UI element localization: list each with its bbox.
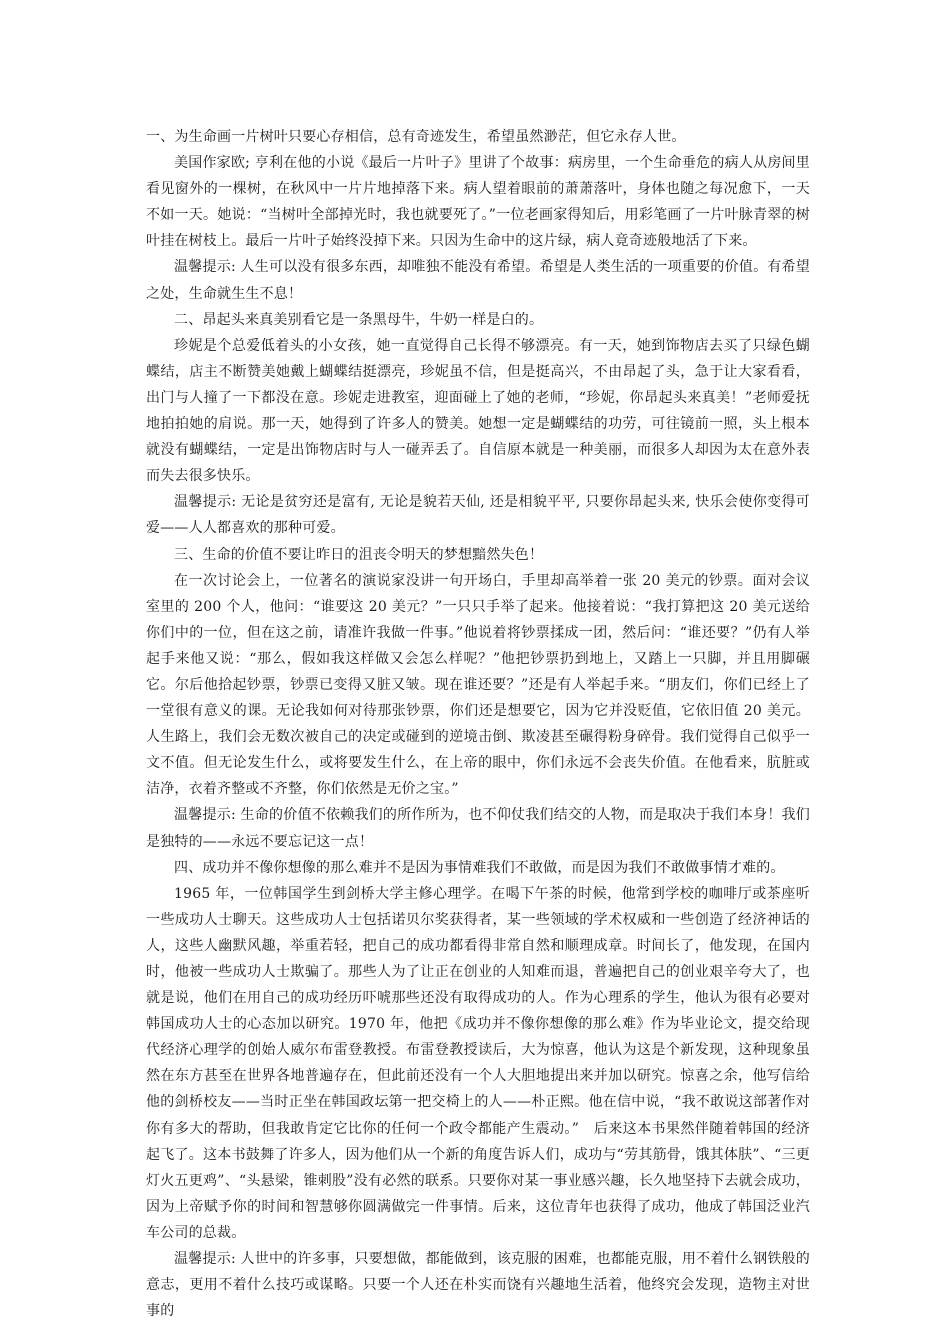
tip-paragraph-4: 温馨提示: 人世中的许多事，只要想做，都能做到，该克服的困难，也都能克服，用不着什么钢铁般的意志，更用不着什么技巧或谋略。只要一个人还在朴实而饶有兴趣地生活着，他终究会发现，造物主对世事的 (146, 1251, 810, 1320)
story-paragraph-2: 珍妮是个总爱低着头的小女孩，她一直觉得自己长得不够漂亮。有一天，她到饰物店去买了只绿色蝴蝶结，店主不断赞美她戴上蝴蝶结挺漂亮，珍妮虽不信，但是挺高兴，不由昂起了头，急于让大家看看，出门与人撞了一下都没在意。珍妮走进教室，迎面碰上了她的老师，“珍妮，你昂起头来真美！”老师爱抚地拍拍她的肩说。那一天，她得到了许多人的赞美。她想一定是蝴蝶结的功劳，可往镜前一照，头上根本就没有蝴蝶结，一定是出饰物店时与人一碰弄丢了。自信原本就是一种美丽，而很多人却因为太在意外表而失去很多快乐。 (146, 337, 810, 485)
tip-paragraph-2: 温馨提示: 无论是贫穷还是富有, 无论是貌若天仙, 还是相貌平平, 只要你昂起头来, 快乐会使你变得可爱——人人都喜欢的那种可爱。 (146, 494, 810, 537)
section-heading-4: 四、成功并不像你想像的那么难并不是因为事情难我们不敢做，而是因为我们不敢做事情才难的。 (174, 859, 785, 876)
story-paragraph-4: 1965 年，一位韩国学生到剑桥大学主修心理学。在喝下午茶的时候，他常到学校的咖啡厅或茶座听一些成功人士聊天。这些成功人士包括诺贝尔奖获得者，某一些领域的学术权威和一些创造了经济神话的人，这些人幽默风趣，举重若轻，把自己的成功都看得非常自然和顺理成章。时间长了，他发现，在国内时，他被一些成功人士欺骗了。那些人为了让正在创业的人知难而退，普遍把自己的创业艰辛夸大了，也就是说，他们在用自己的成功经历吓唬那些还没有取得成功的人。作为心理系的学生，他认为很有必要对韩国成功人士的心态加以研究。1970 年，他把《成功并不像你想像的那么难》作为毕业论文，提交给现代经济心理学的创始人威尔布雷登教授。布雷登教授读后，大为惊喜，他认为这是个新发现，这种现象虽然在东方甚至在世界各地普遍存在，但此前还没有一个人大胆地提出来并加以研究。惊喜之余，他写信给他的剑桥校友——当时正坐在韩国政坛第一把交椅上的人——朴正熙。他在信中说，“我不敢说这部著作对你有多大的帮助，但我敢肯定它比你的任何一个政令都能产生震动。” 后来这本书果然伴随着韩国的经济起飞了。这本书鼓舞了许多人，因为他们从一个新的角度告诉人们，成功与“劳其筋骨，饿其体肤”、“三更灯火五更鸡”、“头悬梁，锥刺股”没有必然的联系。只要你对某一事业感兴趣，长久地坚持下去就会成功，因为上帝赋予你的时间和智慧够你圆满做完一件事情。后来，这位青年也获得了成功，他成了韩国泛业汽车公司的总裁。 (146, 885, 810, 1241)
tip-paragraph-3: 温馨提示: 生命的价值不依赖我们的所作所为，也不仰仗我们结交的人物，而是取决于我们本身！我们是独特的——永远不要忘记这一点！ (146, 807, 810, 850)
section-heading-3: 三、生命的价值不要让昨日的沮丧令明天的梦想黯然失色！ (174, 546, 544, 563)
story-paragraph-1: 美国作家欧; 亨利在他的小说《最后一片叶子》里讲了个故事：病房里，一个生命垂危的病人从房间里看见窗外的一棵树，在秋风中一片片地掉落下来。病人望着眼前的萧萧落叶，身体也随之每况愈下，一天不如一天。她说：“当树叶全部掉光时，我也就要死了。”一位老画家得知后，用彩笔画了一片叶脉青翠的树叶挂在树枝上。最后一片叶子始终没掉下来。只因为生命中的这片绿，病人竟奇迹般地活了下来。 (146, 155, 810, 250)
tip-paragraph-1: 温馨提示: 人生可以没有很多东西，却唯独不能没有希望。希望是人类生活的一项重要的价值。有希望之处，生命就生生不息！ (146, 259, 810, 302)
story-paragraph-3: 在一次讨论会上，一位著名的演说家没讲一句开场白，手里却高举着一张 20 美元的钞票。面对会议室里的 200 个人，他问：“谁要这 20 美元？”一只只手举了起来。他接着说：“我打算把这 20 美元送给你们中的一位，但在这之前，请准许我做一件事。”他说着将钞票揉成一团，然后问：“谁还要？”仍有人举起手来他又说：“那么，假如我这样做又会怎么样呢？”他把钞票扔到地上，又踏上一只脚，并且用脚碾它。尔后他拾起钞票，钞票已变得又脏又皱。现在谁还要？”还是有人举起手来。“朋友们，你们已经上了一堂很有意义的课。无论我如何对待那张钞票，你们还是想要它，因为它并没贬值，它依旧值 20 美元。人生路上，我们会无数次被自己的决定或碰到的逆境击倒、欺凌甚至碾得粉身碎骨。我们觉得自己似乎一文不值。但无论发生什么，或将要发生什么，在上帝的眼中，你们永远不会丧失价值。在他看来，肮脏或洁净，衣着齐整或不齐整，你们依然是无价之宝。” (146, 572, 810, 798)
section-heading-2: 二、昂起头来真美别看它是一条黑母牛，牛奶一样是白的。 (174, 311, 544, 328)
section-heading-1: 一、为生命画一片树叶只要心存相信，总有奇迹发生，希望虽然渺茫，但它永存人世。 (146, 129, 686, 145)
document-body (146, 124, 810, 1324)
